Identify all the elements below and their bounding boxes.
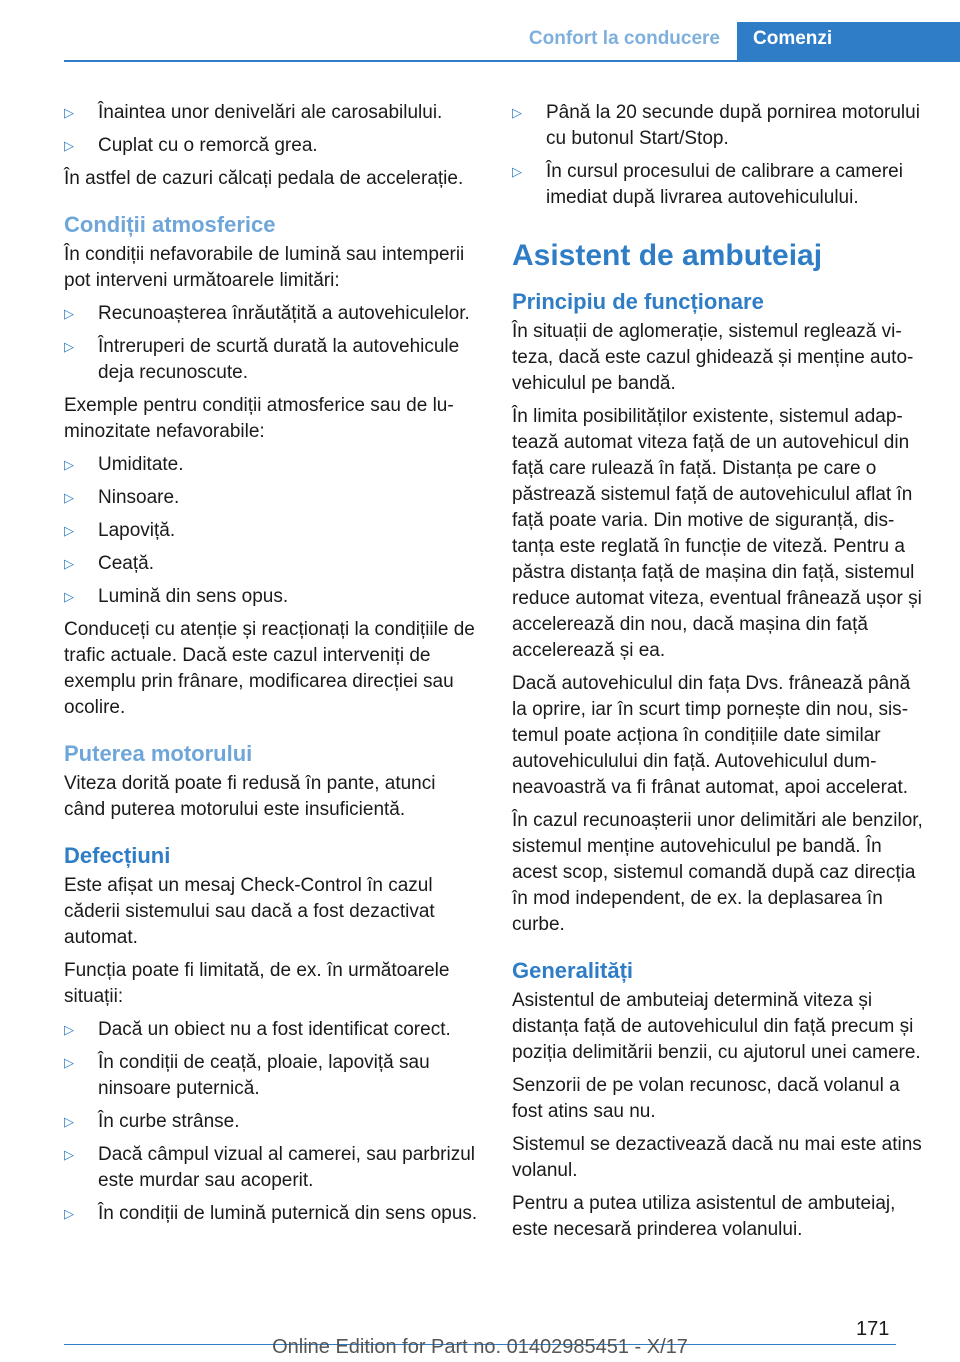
heading-engine-power: Puterea motorului: [64, 741, 253, 766]
list-item: ▷ Lumină din sens opus.: [64, 584, 480, 610]
triangle-bullet-icon: ▷: [64, 556, 74, 571]
triangle-bullet-icon: ▷: [64, 1022, 74, 1037]
paragraph: Dacă autovehiculul din fața Dvs. frânează până la oprire, iar în scurt timp pornește din nou, sistemul poate acționa în condițiile date similar autovehiculului din față. Autovehiculul dumneavoastră va fi frânat automat, apoi accelerat.: [512, 673, 911, 798]
triangle-bullet-icon: ▷: [64, 1147, 74, 1162]
heading-faults: Defecțiuni: [64, 843, 171, 868]
bullet-list: [64, 100, 480, 159]
page-number: 171: [856, 1318, 890, 1340]
triangle-bullet-icon: ▷: [64, 523, 74, 538]
edition-note: Online Edition for Part no. 01402985451 - X/17: [272, 1336, 688, 1358]
triangle-bullet-icon: ▷: [64, 339, 74, 354]
triangle-bullet-icon: ▷: [64, 1114, 74, 1129]
paragraph: În situații de aglomerație, sistemul reglează viteza, dacă este cazul ghidează și menține autovehiculul pe bandă.: [512, 321, 914, 394]
heading-atmospheric: Condiții atmosferice: [64, 212, 276, 237]
list-item: ▷ Lapoviță.: [64, 518, 480, 544]
paragraph: Conduceți cu atenție și reacționați la condițiile de trafic actuale. Dacă este cazul interveniți de exemplu prin frânare, modificarea direcției sau ocolire.: [64, 619, 475, 718]
page-header: [0, 0, 960, 62]
triangle-bullet-icon: ▷: [64, 306, 74, 321]
paragraph: În cazul recunoașterii unor delimitări ale benzilor, sistemul menține autovehiculul pe bandă. În acest scop, sistemul comandă după caz direcția în mod independent, de ex. la deplasarea în curbe.: [512, 810, 923, 935]
right-column: [512, 100, 928, 1250]
chapter-heading: Asistent de ambuteiaj: [512, 239, 823, 272]
list-item: ▷ Întreruperi de scurtă durată la autovehicule deja recunoscute.: [64, 336, 460, 383]
triangle-bullet-icon: ▷: [64, 1055, 74, 1070]
list-item: ▷ Până la 20 secunde după pornirea motorului cu butonul Start/Stop.: [512, 102, 920, 149]
list-item: ▷ Ninsoare.: [64, 485, 480, 511]
chapter-tab: Comenzi: [737, 22, 960, 60]
bullet-list: [64, 1017, 480, 1227]
paragraph: Este afișat un mesaj Check-Control în cazul căderii sistemului sau dacă a fost dezactivat automat.: [64, 875, 435, 948]
triangle-bullet-icon: ▷: [64, 589, 74, 604]
paragraph: În limita posibilităților existente, sistemul adaptează automat viteza față de un autovehicul din față care rulează în față. Distanța pe care o păstrează sistemul față de autovehiculul aflat în față poate varia. Din motive de siguranță, distanța este reglată în funcție de viteză. Pentru a păstra distanța față de mașina din față, sistemul reduce automat viteza, eventual frânează ușor și accelerează din nou, dacă mașina din față accelerează și ea.: [512, 406, 922, 661]
list-item: ▷ În curbe strânse.: [64, 1109, 480, 1135]
bullet-list: [512, 100, 928, 211]
triangle-bullet-icon: ▷: [512, 164, 522, 179]
section-title: Confort la conducere: [528, 28, 720, 49]
list-item: ▷ Dacă câmpul vizual al camerei, sau parbrizul este murdar sau acoperit.: [64, 1144, 475, 1191]
list-item: ▷ În condiții de lumină puternică din sens opus.: [64, 1201, 480, 1227]
paragraph: Viteza dorită poate fi redusă în pante, atunci când puterea motorului este insuficientă.: [64, 773, 436, 820]
paragraph: Asistentul de ambuteiaj determină viteza și distanța față de autovehiculul din față precum și poziția delimitării benzii, cu ajutorul unei camere.: [512, 990, 921, 1063]
triangle-bullet-icon: ▷: [512, 105, 522, 120]
list-item: ▷ Umiditate.: [64, 452, 480, 478]
triangle-bullet-icon: ▷: [64, 105, 74, 120]
triangle-bullet-icon: ▷: [64, 1206, 74, 1221]
triangle-bullet-icon: ▷: [64, 138, 74, 153]
bullet-list: [64, 301, 480, 386]
paragraph: Senzorii de pe volan recunosc, dacă volanul a fost atins sau nu.: [512, 1075, 900, 1122]
paragraph: Funcția poate fi limitată, de ex. în următoarele situații:: [64, 960, 450, 1007]
list-item: ▷ Înaintea unor denivelări ale carosabilului.: [64, 100, 480, 126]
paragraph: Sistemul se dezactivează dacă nu mai este atins volanul.: [512, 1134, 922, 1181]
triangle-bullet-icon: ▷: [64, 457, 74, 472]
list-item: ▷ Dacă un obiect nu a fost identificat corect.: [64, 1017, 480, 1043]
list-item: ▷ În cursul procesului de calibrare a camerei imediat după livrarea autovehiculului.: [512, 161, 903, 208]
list-item: ▷ Ceață.: [64, 551, 480, 577]
list-item: ▷ Recunoașterea înrăutățită a autovehiculelor.: [64, 301, 480, 327]
list-item: ▷ În condiții de ceață, ploaie, lapoviță sau ninsoare puternică.: [64, 1052, 430, 1099]
list-item: ▷ Cuplat cu o remorcă grea.: [64, 133, 480, 159]
bullet-list: [64, 452, 480, 610]
left-column: [64, 100, 480, 1234]
heading-principle: Principiu de funcționare: [512, 289, 764, 314]
paragraph: Pentru a putea utiliza asistentul de ambuteiaj, este necesară prinderea volanului.: [512, 1193, 896, 1240]
paragraph: În condiții nefavorabile de lumină sau intemperii pot interveni următoarele limitări:: [64, 244, 465, 291]
header-rule: [64, 60, 960, 62]
paragraph: În astfel de cazuri călcați pedala de accelerație.: [64, 168, 464, 189]
paragraph: Exemple pentru condiții atmosferice sau de luminozitate nefavorabile:: [64, 395, 454, 442]
heading-general: Generalități: [512, 958, 634, 983]
triangle-bullet-icon: ▷: [64, 490, 74, 505]
